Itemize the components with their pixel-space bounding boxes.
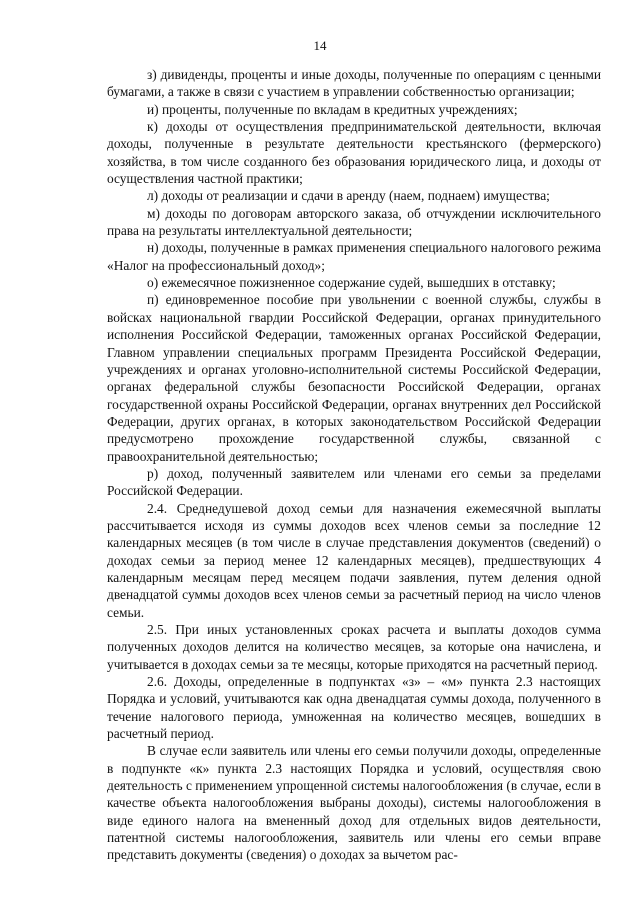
document-body [107,66,601,864]
paragraph-l-property-rent: л) доходы от реализации и сдачи в аренду (наем, поднаем) имущества; [147,188,550,204]
paragraph-2-5-other-periods: 2.5. При иных установленных сроках расчета и выплаты доходов сумма полученных доходов делится на количество месяцев, за которые она начислена, и учитывается в доходах семьи за те месяцы, которые приходятся на расчетный период. [107,622,601,672]
paragraph-k-business-income: к) доходы от осуществления предпринимательской деятельности, включая доходы, полученные в результате деятельности крестьянского (фермерского) хозяйства, в том числе созданного без образования юридического лица, и доходы от осуществления частной практики; [107,119,601,187]
paragraph-o-judges-allowance: о) ежемесячное пожизненное содержание судей, вышедших в отставку; [147,275,556,291]
paragraph-r-foreign-income: р) доход, полученный заявителем или членами его семьи за пределами Российской Федерации. [107,465,601,499]
paragraph-i-interest: и) проценты, полученные по вкладам в кредитных учреждениях; [147,101,518,117]
paragraph-2-4-average-income: 2.4. Среднедушевой доход семьи для назначения ежемесячной выплаты рассчитывается исходя из суммы доходов всех членов семьи за последние 12 календарных месяцев (в том числе в случае представления документов (сведений) о доходах семьи за период менее 12 календарных месяцев), предшествующих 4 календарным месяцам перед месяцем подачи заявления, путем деления одной двенадцатой суммы доходов всех членов семьи за расчетный период на число членов семьи. [107,500,601,620]
paragraph-2-6-income-calculation: 2.6. Доходы, определенные в подпунктах «з» – «м» пункта 2.3 настоящих Порядка и условий, учитываются как одна двенадцатая суммы дохода, полученного в течение налогового периода, умноженная на количество месяцев, вошедших в расчетный период. [107,674,601,742]
paragraph-m-author-contracts: м) доходы по договорам авторского заказа, об отчуждении исключительного права на результаты интеллектуальной деятельности; [107,205,601,239]
paragraph-z-dividends: з) дивиденды, проценты и иные доходы, полученные по операциям с ценными бумагами, а также в связи с участием в управлении собственностью организации; [107,67,601,100]
paragraph-p-severance-benefit: п) единовременное пособие при увольнении с военной службы, службы в войсках национальной гвардии Российской Федерации, органах принудительного исполнения Российской Федерации, таможенных органах Российской Федерации, Главном управлении специальных программ Президента Российской Федерации, учреждениях и органах уголовно-исполнительной системы Российской Федерации, органах федеральной службы безопасности Российской Федерации, органах государственной охраны Российской Федерации, органах внутренних дел Российской Федерации, других органах, в которых законодательством Российской Федерации предусмотрено прохождение государственной службы, связанной с правоохранительной деятельностью; [107,292,601,464]
page-number: 14 [313,38,327,53]
paragraph-simplified-tax-case: В случае если заявитель или члены его семьи получили доходы, определенные в подпункте «к» пункта 2.3 настоящих Порядка и условий, осуществляя свою деятельность с применением упрощенной системы налогообложения (в случае, если в качестве объекта налогообложения выбраны доходы), системы налогообложения в виде единого налога на вмененный доход для отдельных видов деятельности, патентной системы налогообложения, заявитель или члены его семьи вправе представить документы (сведения) о доходах за вычетом рас- [107,743,601,863]
paragraph-n-professional-tax: н) доходы, полученные в рамках применения специального налогового режима «Налог на профессиональный доход»; [107,240,601,273]
